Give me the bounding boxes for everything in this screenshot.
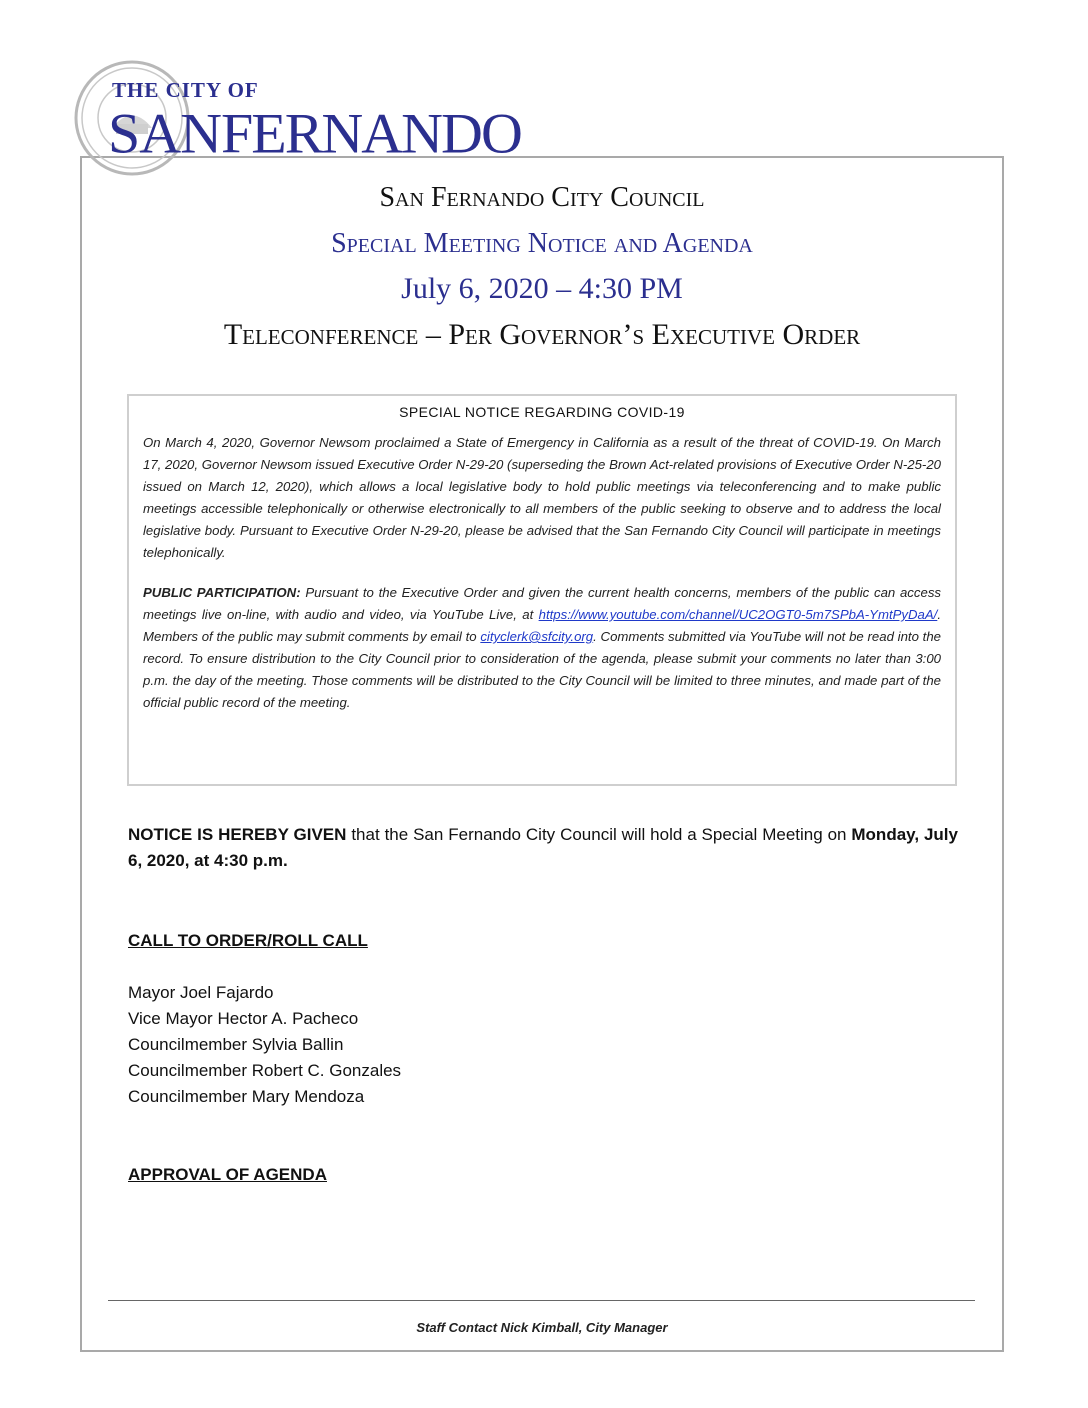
member-list xyxy=(128,980,958,1110)
approval-of-agenda-heading: APPROVAL OF AGENDA xyxy=(128,1165,327,1184)
member-item: Vice Mayor Hector A. Pacheco xyxy=(128,1009,359,1028)
public-participation-label: PUBLIC PARTICIPATION: xyxy=(143,585,301,600)
member-item: Councilmember Mary Mendoza xyxy=(128,1087,365,1106)
logo-san: SAN xyxy=(108,101,222,166)
notice-paragraph-2 xyxy=(143,582,941,714)
pp-text-1: Pursuant to the Executive Order and given the current health concerns, members of the public can access meetings live on-line, with audio and video, via YouTube Live, at xyxy=(143,585,942,622)
logo-fernando: FERNANDO xyxy=(221,101,521,166)
notice-given-date: Monday, July 6, 2020, at 4:30 p.m. xyxy=(128,825,958,870)
council-heading: San Fernando City Council xyxy=(379,182,705,213)
logo-wordmark xyxy=(108,82,521,177)
member-item: Councilmember Sylvia Ballin xyxy=(128,1035,344,1054)
logo-city-of: THE CITY OF xyxy=(112,78,259,102)
footer-divider xyxy=(108,1300,975,1301)
format-heading: Teleconference – Per Governor’s Executive Order xyxy=(223,318,861,351)
email-link[interactable]: cityclerk@sfcity.org xyxy=(480,629,594,644)
youtube-link[interactable]: https://www.youtube.com/channel/UC2OGT0-5m7SPbA-YmtPyDaA/ xyxy=(538,607,938,622)
notice-paragraph-1: On March 4, 2020, Governor Newsom proclaimed a State of Emergency in California as a result of the threat of COVID-19. On March 17, 2020, Governor Newsom issued Executive Order N-29-20 (superseding the Brown Act-related provisions of Executive Order N-25-20 issued on March 12, 2020), which allows a local legislative body to hold public meetings via teleconferencing and to make public meetings accessible telephonically or otherwise electronically to all members of the public seeking to observe and to address the local legislative body. Pursuant to Executive Order N-29-20, please be advised that the San Fernando City Council will participate in meetings telephonically. xyxy=(143,435,941,560)
pp-text-3: . Comments submitted via YouTube will not be read into the record. To ensure distribution to the City Council prior to consideration of the agenda, please submit your comments no later than 3:00 p.m. the day of the meeting. Those comments will be distributed to the City Council will be limited to three minutes, and made part of the official public record of the meeting. xyxy=(143,629,942,710)
notice-given-paragraph xyxy=(128,822,958,874)
staff-contact: Staff Contact Nick Kimball, City Manager xyxy=(416,1320,668,1335)
notice-title: SPECIAL NOTICE REGARDING COVID-19 xyxy=(399,404,685,420)
covid-notice-box xyxy=(127,394,957,786)
meeting-type-heading: Special Meeting Notice and Agenda xyxy=(331,228,753,259)
notice-given-text: that the San Fernando City Council will hold a Special Meeting on xyxy=(346,825,852,844)
member-item: Councilmember Robert C. Gonzales xyxy=(128,1061,402,1080)
member-item: Mayor Joel Fajardo xyxy=(128,983,274,1002)
notice-given-label: NOTICE IS HEREBY GIVEN xyxy=(128,825,347,844)
roll-call-heading: CALL TO ORDER/ROLL CALL xyxy=(128,931,368,950)
pp-text-2: . Members of the public may submit comments by email to xyxy=(143,607,941,644)
date-time-heading: July 6, 2020 – 4:30 PM xyxy=(401,272,683,305)
